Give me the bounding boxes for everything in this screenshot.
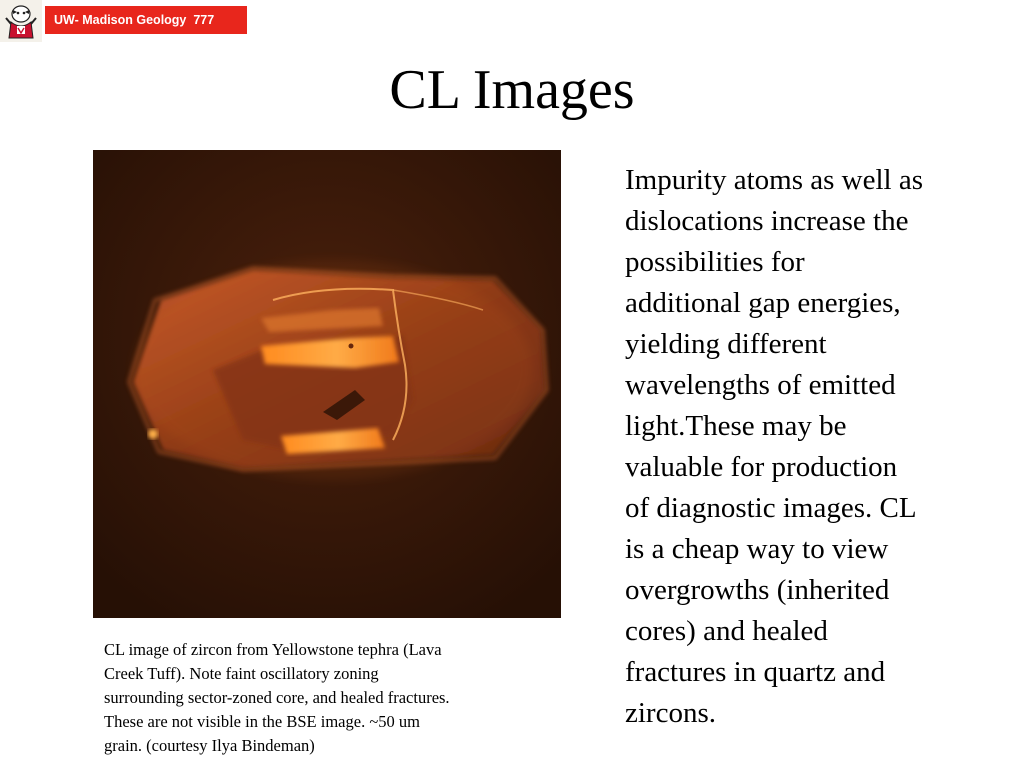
caption-line: CL image of zircon from Yellowstone tephra (Lava	[104, 640, 442, 659]
body-line: light.These may be	[625, 410, 847, 442]
caption-line: grain. (courtesy Ilya Bindeman)	[104, 736, 315, 755]
course-banner: UW- Madison Geology 777	[45, 6, 247, 34]
body-line: of diagnostic images. CL	[625, 492, 917, 524]
body-line: zircons.	[625, 697, 716, 729]
body-line: valuable for production	[625, 451, 898, 483]
body-line: additional gap energies,	[625, 287, 901, 319]
body-line: Impurity atoms as well as	[625, 164, 924, 196]
figure-caption	[104, 638, 534, 758]
body-line: yielding different	[625, 328, 827, 360]
body-line: dislocations increase the	[625, 205, 909, 237]
zircon-cl-image	[93, 150, 561, 618]
body-line: possibilities for	[625, 246, 805, 278]
caption-line: surrounding sector-zoned core, and healed fractures.	[104, 688, 450, 707]
badger-mascot-icon	[0, 0, 42, 42]
body-line: cores) and healed	[625, 615, 828, 647]
body-line: wavelengths of emitted	[625, 369, 896, 401]
body-paragraph	[625, 160, 1017, 734]
body-line: overgrowths (inherited	[625, 574, 890, 606]
body-line: is a cheap way to view	[625, 533, 889, 565]
slide-title: CL Images	[389, 59, 635, 121]
caption-line: Creek Tuff). Note faint oscillatory zoning	[104, 664, 379, 683]
caption-line: These are not visible in the BSE image. ~50 um	[104, 712, 420, 731]
body-line: fractures in quartz and	[625, 656, 886, 688]
